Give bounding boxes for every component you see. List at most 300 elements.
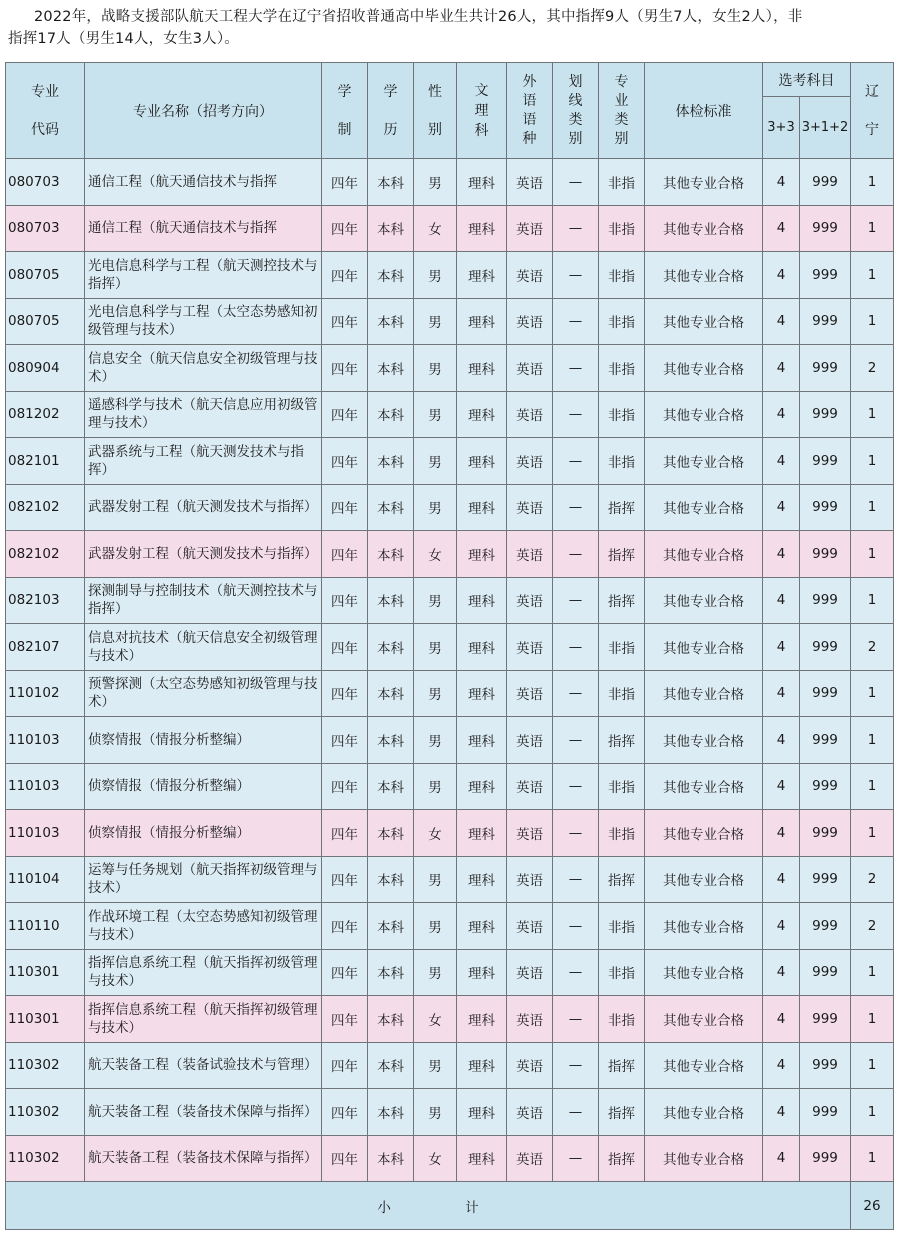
table-row: [6, 577, 894, 624]
cell-xueli: 本科: [368, 1042, 414, 1089]
cell-zhuanye: 非指: [599, 670, 645, 717]
cell-xuezhi: 四年: [322, 670, 368, 717]
cell-3plus1plus2: 999: [800, 717, 851, 764]
cell-waiyu: 英语: [507, 252, 553, 299]
cell-3plus3: 4: [763, 345, 800, 392]
cell-name: 光电信息科学与工程（航天测控技术与指挥）: [85, 252, 322, 299]
cell-name: 侦察情报（情报分析整编）: [85, 717, 322, 764]
cell-code: 110110: [6, 903, 85, 950]
cell-waiyu: 英语: [507, 577, 553, 624]
cell-3plus3: 4: [763, 298, 800, 345]
table-row: [6, 996, 894, 1043]
cell-name: 通信工程（航天通信技术与指挥: [85, 205, 322, 252]
table-row: [6, 205, 894, 252]
cell-3plus1plus2: 999: [800, 856, 851, 903]
intro-line-2: 指挥17人（男生14人，女生3人）。: [8, 31, 239, 47]
cell-code: 110104: [6, 856, 85, 903]
cell-xuezhi: 四年: [322, 438, 368, 485]
cell-waiyu: 英语: [507, 531, 553, 578]
cell-xueli: 本科: [368, 205, 414, 252]
cell-huaxian: —: [553, 1135, 599, 1182]
table-row: [6, 856, 894, 903]
cell-huaxian: —: [553, 1042, 599, 1089]
cell-name: 信息安全（航天信息安全初级管理与技术）: [85, 345, 322, 392]
header-name: 专业名称（招考方向）: [85, 63, 322, 159]
cell-xingbie: 男: [414, 903, 457, 950]
cell-xueli: 本科: [368, 1135, 414, 1182]
cell-liaoning: 2: [851, 903, 894, 950]
cell-xueli: 本科: [368, 345, 414, 392]
cell-code: 080705: [6, 252, 85, 299]
table-row: [6, 810, 894, 857]
cell-tijian: 其他专业合格: [645, 205, 763, 252]
cell-huaxian: —: [553, 763, 599, 810]
cell-xueli: 本科: [368, 856, 414, 903]
cell-liaoning: 1: [851, 252, 894, 299]
cell-xueli: 本科: [368, 531, 414, 578]
cell-name: 作战环境工程（太空态势感知初级管理与技术）: [85, 903, 322, 950]
cell-wenli: 理科: [457, 1089, 507, 1136]
cell-liaoning: 2: [851, 624, 894, 671]
header-waiyu-line2: 语: [522, 92, 537, 109]
header-liaoning-line1: 辽: [865, 83, 879, 100]
cell-zhuanye: 非指: [599, 159, 645, 206]
subtotal-char-1: 小: [377, 1199, 391, 1216]
cell-xuezhi: 四年: [322, 810, 368, 857]
header-code-line1: 专业: [31, 83, 59, 100]
cell-xingbie: 男: [414, 252, 457, 299]
cell-code: 110103: [6, 763, 85, 810]
cell-xueli: 本科: [368, 159, 414, 206]
cell-xingbie: 女: [414, 996, 457, 1043]
cell-code: 080703: [6, 159, 85, 206]
cell-wenli: 理科: [457, 577, 507, 624]
cell-3plus1plus2: 999: [800, 810, 851, 857]
cell-3plus3: 4: [763, 670, 800, 717]
header-waiyu-line4: 种: [522, 130, 537, 147]
header-huaxian-line1: 划: [568, 73, 583, 90]
cell-name: 运筹与任务规划（航天指挥初级管理与技术）: [85, 856, 322, 903]
cell-huaxian: —: [553, 205, 599, 252]
cell-3plus3: 4: [763, 624, 800, 671]
cell-name: 指挥信息系统工程（航天指挥初级管理与技术）: [85, 996, 322, 1043]
cell-wenli: 理科: [457, 391, 507, 438]
cell-zhuanye: 非指: [599, 996, 645, 1043]
cell-waiyu: 英语: [507, 159, 553, 206]
cell-xuezhi: 四年: [322, 949, 368, 996]
cell-name: 通信工程（航天通信技术与指挥: [85, 159, 322, 206]
cell-code: 110301: [6, 996, 85, 1043]
cell-xingbie: 男: [414, 1089, 457, 1136]
cell-waiyu: 英语: [507, 763, 553, 810]
header-wenli-line1: 文: [474, 82, 489, 99]
cell-xuezhi: 四年: [322, 391, 368, 438]
cell-huaxian: —: [553, 345, 599, 392]
cell-xuezhi: 四年: [322, 345, 368, 392]
cell-xingbie: 男: [414, 345, 457, 392]
cell-wenli: 理科: [457, 1042, 507, 1089]
cell-name: 探测制导与控制技术（航天测控技术与指挥）: [85, 577, 322, 624]
cell-liaoning: 1: [851, 159, 894, 206]
cell-xingbie: 男: [414, 159, 457, 206]
cell-code: 082107: [6, 624, 85, 671]
table-row: [6, 717, 894, 764]
cell-name: 光电信息科学与工程（太空态势感知初级管理与技术）: [85, 298, 322, 345]
cell-zhuanye: 指挥: [599, 577, 645, 624]
header-xueli-line2: 历: [383, 121, 398, 138]
cell-xuezhi: 四年: [322, 717, 368, 764]
cell-name: 武器系统与工程（航天测发技术与指挥）: [85, 438, 322, 485]
cell-wenli: 理科: [457, 205, 507, 252]
cell-xingbie: 男: [414, 624, 457, 671]
cell-name: 航天装备工程（装备技术保障与指挥）: [85, 1089, 322, 1136]
header-zhuanye-line1: 专: [614, 73, 629, 90]
cell-3plus3: 4: [763, 438, 800, 485]
cell-wenli: 理科: [457, 717, 507, 764]
cell-huaxian: —: [553, 717, 599, 764]
cell-wenli: 理科: [457, 531, 507, 578]
cell-xuezhi: 四年: [322, 1042, 368, 1089]
cell-xueli: 本科: [368, 484, 414, 531]
cell-zhuanye: 非指: [599, 949, 645, 996]
cell-tijian: 其他专业合格: [645, 763, 763, 810]
header-waiyu: [507, 63, 553, 159]
cell-xuezhi: 四年: [322, 298, 368, 345]
cell-code: 110103: [6, 717, 85, 764]
header-tijian: 体检标准: [645, 63, 763, 159]
cell-tijian: 其他专业合格: [645, 624, 763, 671]
cell-tijian: 其他专业合格: [645, 438, 763, 485]
cell-3plus1plus2: 999: [800, 1089, 851, 1136]
cell-wenli: 理科: [457, 345, 507, 392]
cell-3plus1plus2: 999: [800, 1135, 851, 1182]
cell-xueli: 本科: [368, 949, 414, 996]
cell-huaxian: —: [553, 577, 599, 624]
cell-3plus3: 4: [763, 391, 800, 438]
cell-code: 082101: [6, 438, 85, 485]
cell-wenli: 理科: [457, 670, 507, 717]
cell-xuezhi: 四年: [322, 996, 368, 1043]
cell-3plus1plus2: 999: [800, 205, 851, 252]
table-row: [6, 624, 894, 671]
cell-wenli: 理科: [457, 996, 507, 1043]
cell-name: 武器发射工程（航天测发技术与指挥）: [85, 531, 322, 578]
cell-wenli: 理科: [457, 484, 507, 531]
cell-huaxian: —: [553, 438, 599, 485]
cell-xuezhi: 四年: [322, 252, 368, 299]
cell-waiyu: 英语: [507, 856, 553, 903]
cell-huaxian: —: [553, 391, 599, 438]
cell-waiyu: 英语: [507, 717, 553, 764]
cell-liaoning: 1: [851, 1135, 894, 1182]
header-xingbie-line2: 别: [428, 121, 442, 138]
header-wenli-line2: 理: [474, 102, 489, 119]
cell-xueli: 本科: [368, 1089, 414, 1136]
cell-xingbie: 男: [414, 298, 457, 345]
cell-3plus1plus2: 999: [800, 624, 851, 671]
cell-name: 侦察情报（情报分析整编）: [85, 763, 322, 810]
header-xingbie-line1: 性: [428, 83, 442, 100]
cell-waiyu: 英语: [507, 1135, 553, 1182]
cell-code: 082102: [6, 484, 85, 531]
header-xueli-line1: 学: [383, 83, 398, 100]
cell-3plus1plus2: 999: [800, 949, 851, 996]
cell-3plus3: 4: [763, 159, 800, 206]
table-row: [6, 1089, 894, 1136]
cell-huaxian: —: [553, 856, 599, 903]
cell-3plus3: 4: [763, 1089, 800, 1136]
cell-xuezhi: 四年: [322, 763, 368, 810]
cell-waiyu: 英语: [507, 949, 553, 996]
table-row: [6, 670, 894, 717]
cell-zhuanye: 非指: [599, 438, 645, 485]
cell-zhuanye: 指挥: [599, 484, 645, 531]
cell-huaxian: —: [553, 903, 599, 950]
cell-3plus1plus2: 999: [800, 531, 851, 578]
cell-name: 预警探测（太空态势感知初级管理与技术）: [85, 670, 322, 717]
header-liaoning: [851, 63, 894, 159]
cell-waiyu: 英语: [507, 670, 553, 717]
cell-huaxian: —: [553, 531, 599, 578]
cell-zhuanye: 非指: [599, 205, 645, 252]
cell-3plus3: 4: [763, 717, 800, 764]
cell-3plus1plus2: 999: [800, 577, 851, 624]
cell-waiyu: 英语: [507, 903, 553, 950]
cell-code: 080904: [6, 345, 85, 392]
cell-huaxian: —: [553, 252, 599, 299]
table-row: [6, 484, 894, 531]
cell-liaoning: 2: [851, 345, 894, 392]
cell-code: 080703: [6, 205, 85, 252]
subtotal-label: [6, 1182, 851, 1230]
cell-wenli: 理科: [457, 624, 507, 671]
cell-xueli: 本科: [368, 252, 414, 299]
header-huaxian-line2: 线: [568, 92, 583, 109]
cell-waiyu: 英语: [507, 298, 553, 345]
cell-huaxian: —: [553, 949, 599, 996]
cell-liaoning: 1: [851, 438, 894, 485]
cell-wenli: 理科: [457, 252, 507, 299]
subtotal-char-2: 计: [465, 1199, 479, 1216]
enrollment-table: [5, 62, 894, 1230]
cell-tijian: 其他专业合格: [645, 810, 763, 857]
cell-zhuanye: 指挥: [599, 856, 645, 903]
cell-waiyu: 英语: [507, 391, 553, 438]
cell-name: 航天装备工程（装备技术保障与指挥）: [85, 1135, 322, 1182]
cell-zhuanye: 指挥: [599, 717, 645, 764]
cell-3plus3: 4: [763, 763, 800, 810]
cell-huaxian: —: [553, 624, 599, 671]
table-body: [6, 159, 894, 1182]
cell-zhuanye: 非指: [599, 624, 645, 671]
cell-code: 082103: [6, 577, 85, 624]
header-zhuanye-line2: 业: [614, 92, 629, 109]
header-zhuanye-line4: 别: [614, 130, 629, 147]
cell-code: 110103: [6, 810, 85, 857]
cell-liaoning: 1: [851, 717, 894, 764]
cell-zhuanye: 非指: [599, 763, 645, 810]
cell-xingbie: 女: [414, 810, 457, 857]
cell-xingbie: 男: [414, 577, 457, 624]
cell-xueli: 本科: [368, 996, 414, 1043]
cell-xingbie: 男: [414, 1042, 457, 1089]
table-row: [6, 252, 894, 299]
table-row: [6, 159, 894, 206]
header-huaxian-line4: 别: [568, 130, 583, 147]
cell-3plus1plus2: 999: [800, 252, 851, 299]
cell-3plus1plus2: 999: [800, 670, 851, 717]
cell-liaoning: 1: [851, 1042, 894, 1089]
cell-waiyu: 英语: [507, 205, 553, 252]
cell-tijian: 其他专业合格: [645, 1042, 763, 1089]
cell-3plus3: 4: [763, 949, 800, 996]
cell-name: 侦察情报（情报分析整编）: [85, 810, 322, 857]
cell-name: 航天装备工程（装备试验技术与管理）: [85, 1042, 322, 1089]
cell-wenli: 理科: [457, 763, 507, 810]
cell-huaxian: —: [553, 159, 599, 206]
cell-waiyu: 英语: [507, 1042, 553, 1089]
cell-name: 遥感科学与技术（航天信息应用初级管理与技术）: [85, 391, 322, 438]
table-row: [6, 1135, 894, 1182]
cell-3plus3: 4: [763, 252, 800, 299]
header-waiyu-line3: 语: [522, 111, 537, 128]
table-row: [6, 391, 894, 438]
cell-xingbie: 男: [414, 949, 457, 996]
cell-zhuanye: 非指: [599, 810, 645, 857]
cell-3plus1plus2: 999: [800, 438, 851, 485]
cell-liaoning: 1: [851, 205, 894, 252]
cell-xuezhi: 四年: [322, 577, 368, 624]
cell-xueli: 本科: [368, 438, 414, 485]
cell-tijian: 其他专业合格: [645, 159, 763, 206]
cell-code: 110102: [6, 670, 85, 717]
cell-liaoning: 1: [851, 670, 894, 717]
cell-liaoning: 2: [851, 856, 894, 903]
cell-liaoning: 1: [851, 1089, 894, 1136]
cell-wenli: 理科: [457, 810, 507, 857]
cell-code: 080705: [6, 298, 85, 345]
cell-waiyu: 英语: [507, 1089, 553, 1136]
cell-liaoning: 1: [851, 763, 894, 810]
cell-wenli: 理科: [457, 903, 507, 950]
cell-zhuanye: 非指: [599, 345, 645, 392]
table-row: [6, 298, 894, 345]
table-row: [6, 531, 894, 578]
cell-code: 081202: [6, 391, 85, 438]
cell-3plus3: 4: [763, 1042, 800, 1089]
header-waiyu-line1: 外: [522, 73, 537, 90]
cell-liaoning: 1: [851, 810, 894, 857]
cell-wenli: 理科: [457, 159, 507, 206]
subtotal-value: 26: [851, 1182, 894, 1230]
cell-xuezhi: 四年: [322, 856, 368, 903]
cell-xingbie: 男: [414, 856, 457, 903]
cell-3plus1plus2: 999: [800, 763, 851, 810]
cell-xueli: 本科: [368, 717, 414, 764]
cell-xuezhi: 四年: [322, 159, 368, 206]
header-xuankao: 选考科目: [763, 63, 851, 97]
cell-zhuanye: 非指: [599, 903, 645, 950]
header-3plus1plus2: 3+1+2: [800, 97, 851, 159]
header-huaxian-line3: 类: [568, 111, 583, 128]
header-zhuanye: [599, 63, 645, 159]
cell-wenli: 理科: [457, 1135, 507, 1182]
cell-tijian: 其他专业合格: [645, 903, 763, 950]
cell-3plus3: 4: [763, 903, 800, 950]
cell-3plus3: 4: [763, 856, 800, 903]
cell-tijian: 其他专业合格: [645, 996, 763, 1043]
header-zhuanye-line3: 类: [614, 111, 629, 128]
cell-tijian: 其他专业合格: [645, 577, 763, 624]
cell-liaoning: 1: [851, 391, 894, 438]
cell-code: 082102: [6, 531, 85, 578]
cell-3plus1plus2: 999: [800, 903, 851, 950]
cell-huaxian: —: [553, 670, 599, 717]
cell-xueli: 本科: [368, 624, 414, 671]
cell-xingbie: 男: [414, 717, 457, 764]
cell-3plus1plus2: 999: [800, 996, 851, 1043]
header-xuezhi-line1: 学: [337, 83, 352, 100]
header-3plus3: 3+3: [763, 97, 800, 159]
cell-xingbie: 女: [414, 531, 457, 578]
cell-3plus1plus2: 999: [800, 484, 851, 531]
header-xuezhi: [322, 63, 368, 159]
cell-code: 110302: [6, 1089, 85, 1136]
cell-liaoning: 1: [851, 996, 894, 1043]
cell-code: 110302: [6, 1135, 85, 1182]
cell-waiyu: 英语: [507, 624, 553, 671]
cell-code: 110302: [6, 1042, 85, 1089]
cell-name: 信息对抗技术（航天信息安全初级管理与技术）: [85, 624, 322, 671]
cell-liaoning: 1: [851, 531, 894, 578]
cell-wenli: 理科: [457, 856, 507, 903]
cell-xingbie: 男: [414, 484, 457, 531]
cell-3plus3: 4: [763, 1135, 800, 1182]
cell-tijian: 其他专业合格: [645, 298, 763, 345]
cell-3plus3: 4: [763, 205, 800, 252]
cell-wenli: 理科: [457, 438, 507, 485]
cell-wenli: 理科: [457, 298, 507, 345]
cell-tijian: 其他专业合格: [645, 1089, 763, 1136]
cell-liaoning: 1: [851, 298, 894, 345]
table-row: [6, 1042, 894, 1089]
cell-waiyu: 英语: [507, 810, 553, 857]
cell-3plus1plus2: 999: [800, 1042, 851, 1089]
cell-tijian: 其他专业合格: [645, 717, 763, 764]
table-row: [6, 763, 894, 810]
cell-3plus3: 4: [763, 810, 800, 857]
cell-3plus3: 4: [763, 577, 800, 624]
header-xuezhi-line2: 制: [337, 121, 352, 138]
cell-zhuanye: 非指: [599, 298, 645, 345]
cell-zhuanye: 非指: [599, 252, 645, 299]
cell-xuezhi: 四年: [322, 205, 368, 252]
cell-tijian: 其他专业合格: [645, 391, 763, 438]
cell-name: 武器发射工程（航天测发技术与指挥）: [85, 484, 322, 531]
cell-xuezhi: 四年: [322, 903, 368, 950]
cell-3plus1plus2: 999: [800, 159, 851, 206]
cell-xingbie: 男: [414, 763, 457, 810]
table-row: [6, 345, 894, 392]
cell-xuezhi: 四年: [322, 1089, 368, 1136]
cell-xingbie: 男: [414, 438, 457, 485]
cell-tijian: 其他专业合格: [645, 949, 763, 996]
cell-waiyu: 英语: [507, 345, 553, 392]
cell-zhuanye: 非指: [599, 391, 645, 438]
table-row: [6, 903, 894, 950]
table-row: [6, 438, 894, 485]
header-code-line2: 代码: [31, 121, 59, 138]
